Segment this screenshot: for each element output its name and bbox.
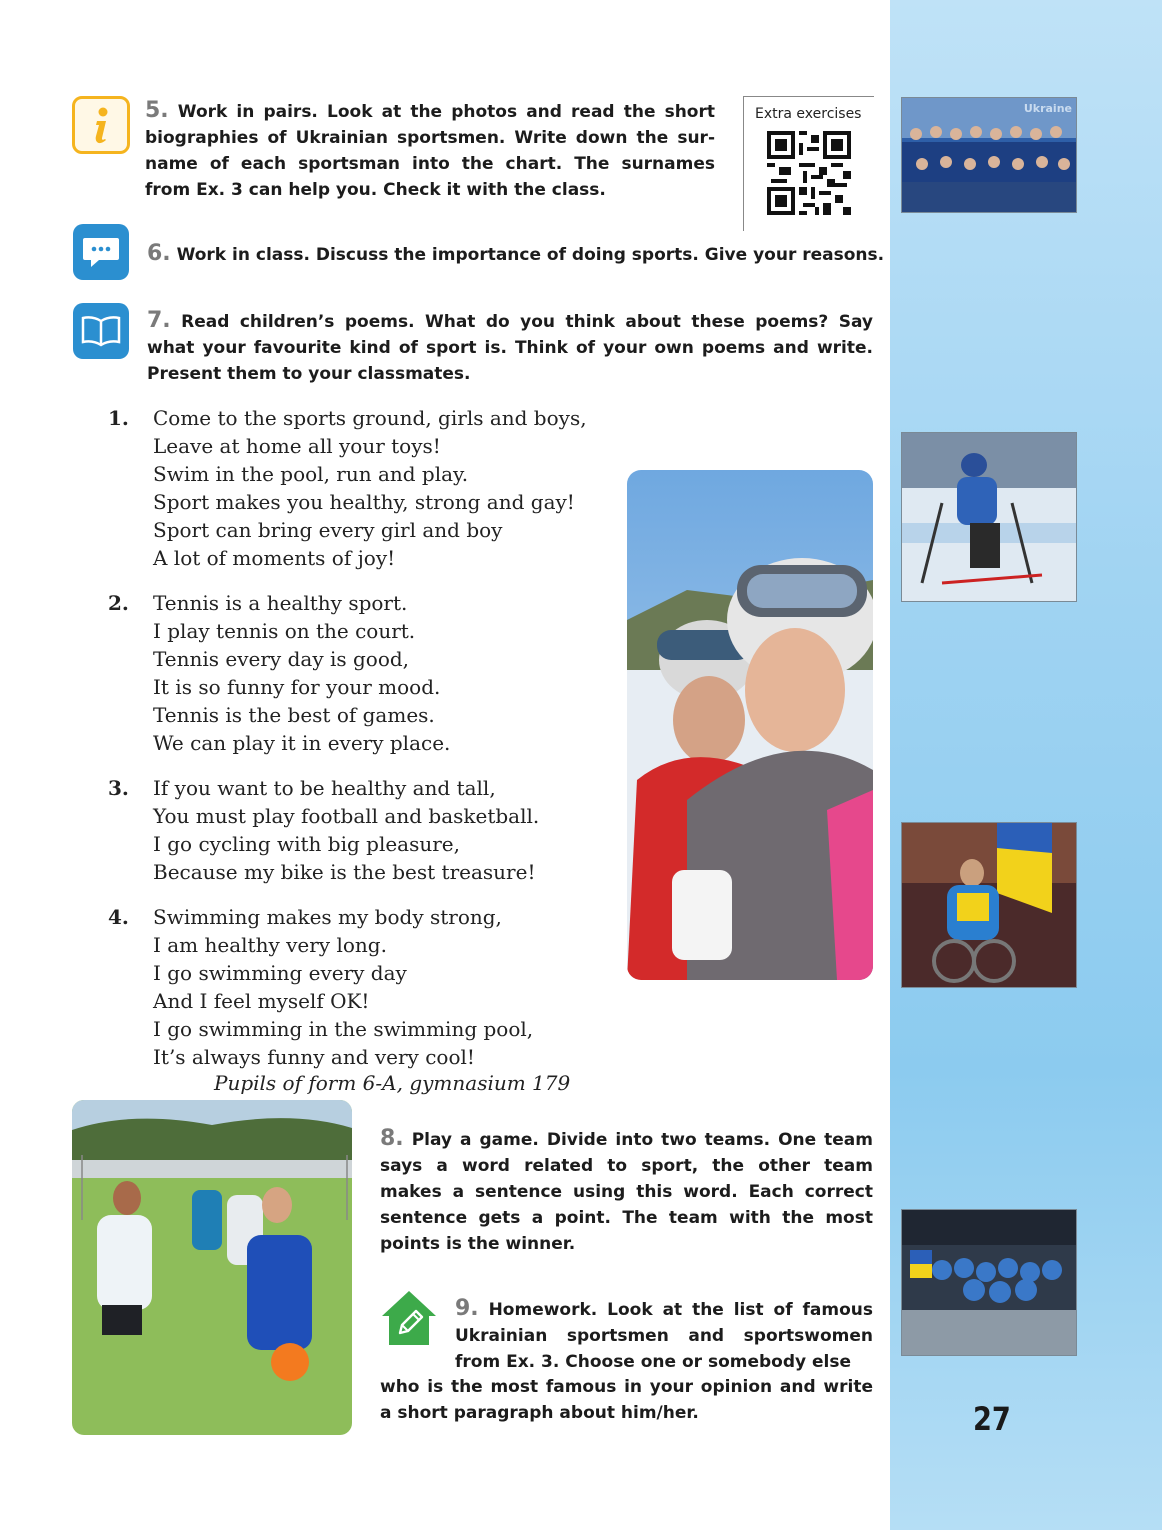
exercise-9-number: 9. — [455, 1296, 479, 1321]
poem-number: 4. — [108, 905, 129, 929]
exercise-9 — [455, 1296, 873, 1375]
exercise-7-text: Read children’s poems. What do you think about these poems? Say what your favourite kind of sport is. Think of your own poems and write. Present them to your classmates. — [147, 312, 874, 384]
extra-exercises-box[interactable] — [743, 96, 874, 231]
extra-exercises-label: Extra exercises — [755, 106, 862, 122]
poem-attribution: Pupils of form 6-A, gymnasium 179 — [214, 1071, 571, 1095]
poem-line: Sport can bring every girl and boy — [153, 518, 503, 542]
skiers-photo — [627, 470, 873, 980]
team-banner-text: Ukraine — [1023, 102, 1072, 115]
poem-line: Tennis every day is good, — [153, 647, 410, 671]
poem-line: You must play football and basketball. — [153, 804, 540, 828]
exercise-6-number: 6. — [147, 241, 171, 266]
exercise-6-text: Work in class. Discuss the importance of doing sports. Give your reasons. — [176, 245, 885, 265]
poem-line: Leave at home all your toys! — [153, 434, 441, 458]
poem-line: Tennis is a healthy sport. — [153, 591, 408, 615]
exercise-5 — [145, 98, 715, 203]
exercise-9-continued: who is the most famous in your opinion and write a short paragraph about him/her. — [380, 1377, 873, 1423]
poem-line: It’s always funny and very cool! — [153, 1045, 475, 1069]
poem-line: It is so funny for your mood. — [153, 675, 441, 699]
poem-line: Swimming makes my body strong, — [153, 905, 502, 929]
team-photo — [901, 97, 1077, 213]
football-photo — [72, 1100, 352, 1435]
exercise-8-text: Play a game. Divide into two teams. One team says a word related to sport, the other team makes a sentence using this word. Each correct sentence gets a point. The team with the most points is the winner. — [380, 1130, 873, 1254]
poem-number: 2. — [108, 591, 129, 615]
poem-line: A lot of moments of joy! — [153, 546, 396, 570]
exercise-8-number: 8. — [380, 1126, 404, 1151]
info-icon — [72, 96, 130, 154]
exercise-9-text: Homework. Look at the list of famous Ukrainian sportsmen and sportswomen from Ex. 3. Choose one or somebody else — [455, 1300, 873, 1372]
sit-ski-photo — [901, 432, 1077, 602]
parade-photo — [901, 1209, 1077, 1356]
poem-line: Come to the sports ground, girls and boys, — [153, 406, 587, 430]
poem-number: 1. — [108, 406, 129, 430]
homework-icon — [380, 1289, 438, 1347]
page-number: 27 — [973, 1400, 1011, 1438]
poem-line: Because my bike is the best treasure! — [153, 860, 536, 884]
exercise-5-number: 5. — [145, 98, 169, 123]
poem-number: 3. — [108, 776, 129, 800]
poem-line: I go swimming in the swimming pool, — [153, 1017, 534, 1041]
exercise-7-number: 7. — [147, 308, 171, 333]
poem-line: Swim in the pool, run and play. — [153, 462, 469, 486]
qr-code-icon[interactable] — [767, 131, 851, 215]
exercise-5-text: Work in pairs. Look at the photos and read the short biographies of Ukrainian sportsmen. Write down the sur-name of each sportsman into the chart. The surnames from Ex. 3 can help you. Check it with the class. — [145, 102, 715, 200]
exercise-6 — [147, 241, 887, 268]
book-icon — [73, 303, 129, 359]
flag-bearer-photo — [901, 822, 1077, 988]
poem-line: Sport makes you healthy, strong and gay! — [153, 490, 575, 514]
exercise-8 — [380, 1126, 873, 1257]
poem-line: I go swimming every day — [153, 961, 407, 985]
poem-line: I play tennis on the court. — [153, 619, 416, 643]
poem-line: And I feel myself OK! — [153, 989, 370, 1013]
poem-line: If you want to be healthy and tall, — [153, 776, 496, 800]
poem-line: I am healthy very long. — [153, 933, 387, 957]
discussion-icon — [73, 224, 129, 280]
poem-line: Tennis is the best of games. — [153, 703, 435, 727]
exercise-7 — [147, 308, 873, 387]
poem-line: I go cycling with big pleasure, — [153, 832, 461, 856]
poem-line: We can play it in every place. — [153, 731, 451, 755]
